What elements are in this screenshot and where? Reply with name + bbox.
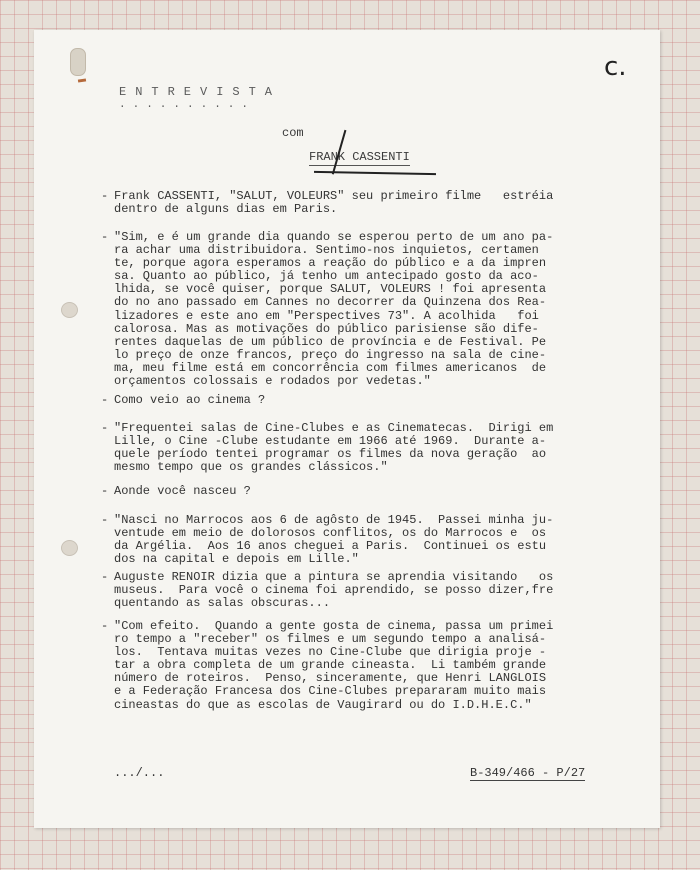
paragraph-line: "Frequentei salas de Cine-Clubes e as Cinematecas. Dirigi em <box>114 422 554 435</box>
paragraph-line: da Argélia. Aos 16 anos cheguei a Paris. Continuei os estu <box>114 540 547 554</box>
paragraph-line: sa. Quanto ao público, já tenho um antecipado gosto da aco- <box>114 270 539 284</box>
paragraph-line: "Nasci no Marrocos aos 6 de agôsto de 1945. Passei minha ju- <box>114 514 554 527</box>
bullet-dash: - <box>101 570 109 584</box>
paragraph <box>101 513 606 567</box>
paragraph-line: ro tempo a "receber" os filmes e um segundo tempo a analisá- <box>114 633 547 647</box>
paragraph-line: tar a obra completa de um grande cineasta. Li também grande <box>114 659 547 673</box>
paragraph-line: calorosa. Mas as motivações do público parisiense são dife- <box>114 322 539 336</box>
paragraph-line: número de roteiros. Penso, sinceramente, que Henri LANGLOIS <box>114 672 547 686</box>
bullet-dash: - <box>101 619 109 633</box>
paragraph-line: te, porque agora esperamos a reação do público e a da impren <box>114 257 547 271</box>
staple-mark <box>70 48 86 76</box>
bullet-dash: - <box>101 513 109 527</box>
handwritten-underline <box>314 171 436 175</box>
paragraph <box>101 230 606 389</box>
document-page <box>34 30 660 828</box>
rust-mark <box>78 78 86 82</box>
paragraph-line: orçamentos colossais e rodados por vedetas." <box>114 375 431 389</box>
paragraph-line: los. Tentava muitas vezes no Cine-Clube que dirigia proje - <box>114 646 547 660</box>
paragraph-line: Lille, o Cine -Clube estudante em 1966 até 1969. Durante a- <box>114 435 547 449</box>
punch-hole <box>61 540 78 556</box>
paragraph-line: lizadores e este ano em "Perspectives 73". A acolhida foi <box>114 309 539 323</box>
paragraph-line: Auguste RENOIR dizia que a pintura se aprendia visitando os <box>114 571 554 584</box>
paragraph-line: "Com efeito. Quando a gente gosta de cinema, passa um primei <box>114 620 554 633</box>
paragraph <box>101 393 606 407</box>
paragraph-line: do no ano passado em Cannes no decorrer da Quinzena dos Rea- <box>114 296 547 310</box>
paragraph <box>101 421 606 475</box>
paragraph-line: cineastas do que as escolas de Vaugirard ou do I.D.H.E.C." <box>114 698 532 712</box>
document-heading: ENTREVISTA <box>119 85 282 99</box>
paragraph-line: mesmo tempo que os grandes clássicos." <box>114 461 388 475</box>
paragraph-line: lo preço de onze francos, preço do ingresso na sala de cine- <box>114 348 547 362</box>
bullet-dash: - <box>101 189 109 203</box>
heading-dots: .......... <box>119 99 256 111</box>
heading-com: com <box>282 126 304 140</box>
paragraph-line: dentro de alguns dias em Paris. <box>114 203 338 217</box>
paragraph-line: rentes daquelas de um público de província e de Festival. Pe <box>114 335 547 349</box>
paragraph-line: Como veio ao cinema ? <box>114 394 266 407</box>
paragraph <box>101 484 606 498</box>
paragraph-line: Frank CASSENTI, "SALUT, VOLEURS" seu primeiro filme estréia <box>114 190 554 203</box>
paragraph-line: quentando as salas obscuras... <box>114 597 331 611</box>
document-reference: B-349/466 - P/27 <box>470 766 586 780</box>
bullet-dash: - <box>101 421 109 435</box>
paragraph-line: museus. Para você o cinema foi aprendido, se posso dizer,fre <box>114 584 554 598</box>
interviewee-name: FRANK CASSENTI <box>309 150 410 164</box>
handwritten-corner-mark: c. <box>604 52 627 82</box>
paragraph-line: dos na capital e depois em Lille." <box>114 553 359 567</box>
paragraph <box>101 619 606 712</box>
paragraph <box>101 570 606 611</box>
paragraph-line: quele período tentei programar os filmes da nova geração ao <box>114 448 547 462</box>
paragraph-line: e a Federação Francesa dos Cine-Clubes prepararam muito mais <box>114 685 547 699</box>
paragraph-line: lhida, se você quiser, porque SALUT, VOLEURS ! foi apresenta <box>114 283 547 297</box>
paragraph-line: "Sim, e é um grande dia quando se esperou perto de um ano pa- <box>114 231 554 244</box>
continuation-mark: .../... <box>114 766 165 780</box>
paragraph <box>101 189 606 217</box>
paragraph-line: ma, meu filme está em concorrência com filmes americanos de <box>114 361 547 375</box>
bullet-dash: - <box>101 230 109 244</box>
paragraph-line: ra achar uma distribuidora. Sentimo-nos inquietos, certamen <box>114 244 539 258</box>
paragraph-line: Aonde você nasceu ? <box>114 485 251 498</box>
bullet-dash: - <box>101 484 109 498</box>
punch-hole <box>61 302 78 318</box>
paragraph-line: ventude em meio de dolorosos conflitos, os do Marrocos e os <box>114 527 547 541</box>
bullet-dash: - <box>101 393 109 407</box>
